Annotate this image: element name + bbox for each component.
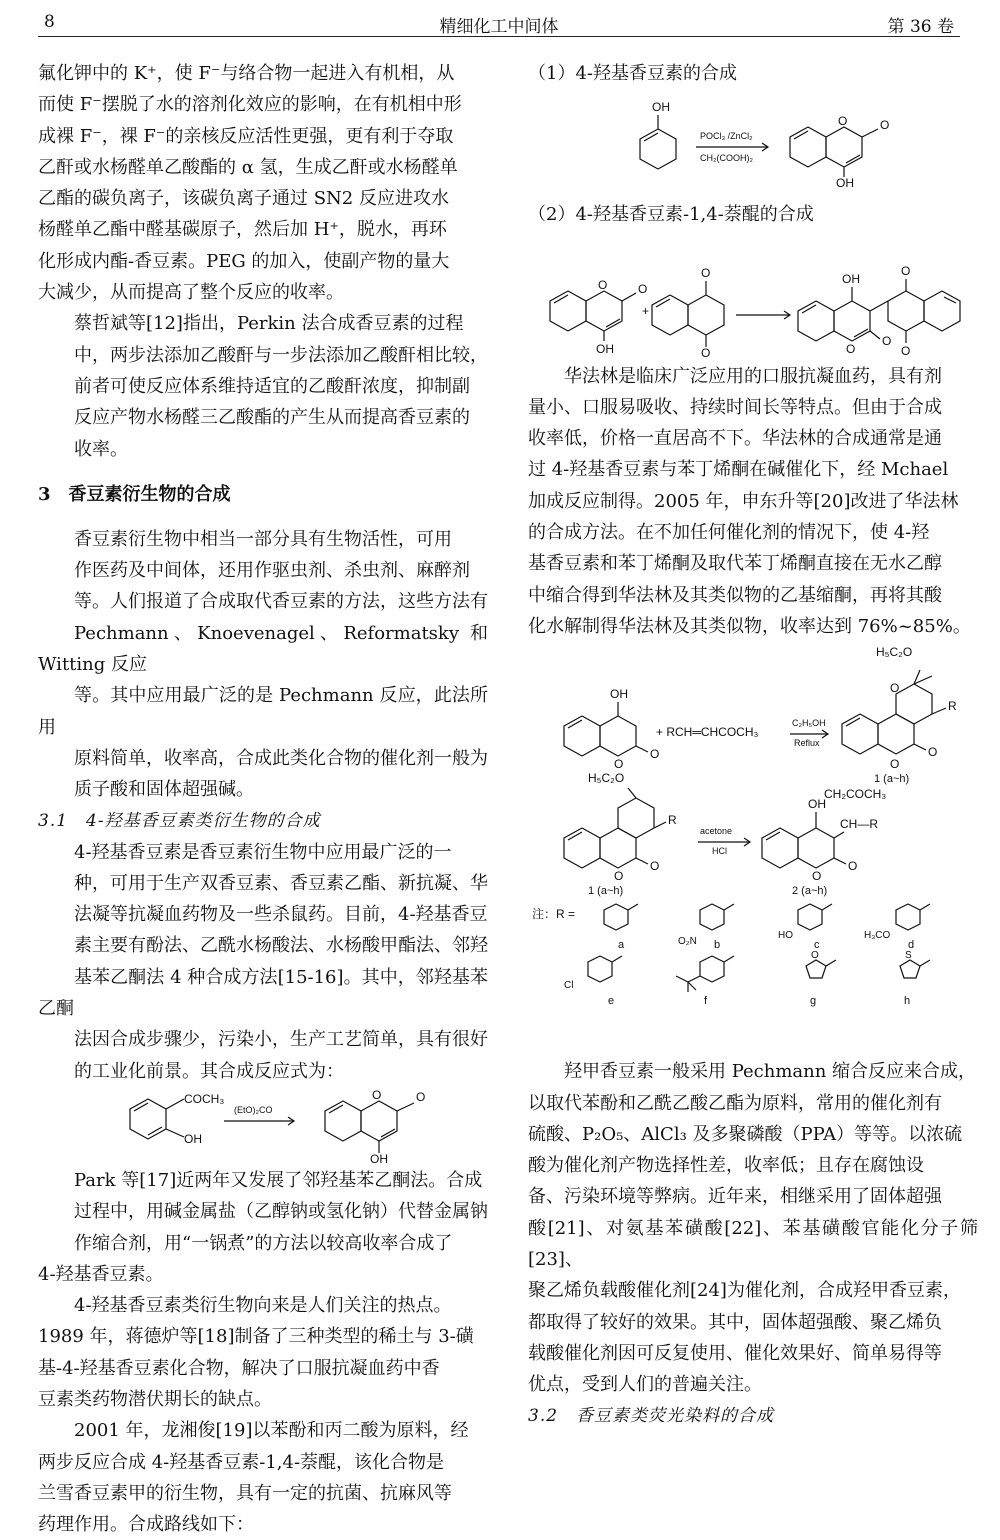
svg-text:OH: OH [596,341,614,356]
svg-text:a: a [618,939,625,952]
svg-text:OH: OH [370,1151,388,1165]
svg-text:OH: OH [836,176,854,190]
svg-text:R: R [948,699,957,714]
svg-text:HCl: HCl [712,846,727,857]
svg-text:O: O [614,757,624,772]
paragraph-warfarin: 华法林是临床广泛应用的口服抗凝血药，具有剂 量小、口服易吸收、持续时间长等特点。但由于合成 收率低，价格一直居高不下。华法林的合成通常是通 过 4-羟基香豆素与苯丁烯酮在碱催化下，经 Mchael 加成反应制得。2005 年，申东升等[20]改进了华法林 的合成方法。在不加任何催化剂的情况下，使 4-羟 基香豆素和苯丁烯酮及取代苯丁烯酮直接在无水乙醇 中缩合得到华法林及其类似物的乙基缩酮，再将其酸 化水解制得华法林及其类似物，收率达到 76%~85%。 [528,365,971,637]
svg-text:OH: OH [652,100,670,115]
svg-text:CH₂(COOH)₂: CH₂(COOH)₂ [700,153,753,164]
svg-text:acetone: acetone [700,826,733,837]
svg-text:O: O [416,1089,426,1104]
paragraph-long: 2001 年，龙湘俊[19]以苯酚和丙二酸为原料，经 两步反应合成 4-羟基香豆素-1,4-萘醌，该化合物是 兰雪香豆素甲的衍生物，具有一定的抗菌、抗麻风等 药理作用。合成路线如下： [38,1420,469,1536]
svg-text:O: O [890,757,900,772]
svg-text:b: b [714,939,721,952]
paragraph-rare-earth: 4-羟基香豆素类衍生物向来是人们关注的热点。 1989 年，蒋德炉等[18]制备了三种类型的稀土与 3-磺 基-4-羟基香豆素化合物，解决了口服抗凝血药中香 豆素类药物潜伏期长的缺点。 [38,1295,474,1410]
svg-text:O₂N: O₂N [678,936,697,948]
svg-text:O: O [812,869,822,884]
svg-text:CH₂COCH₃: CH₂COCH₃ [824,787,887,802]
journal-name: 精细化工中间体 [439,17,559,37]
section-3-heading: 3 香豆素衍生物的合成 [38,483,231,505]
svg-text:注：R =: 注：R = [532,907,576,922]
svg-text:O: O [701,345,711,360]
svg-text:O: O [614,869,624,884]
svg-text:O: O [701,265,711,280]
svg-text:e: e [608,995,615,1008]
page-number: 8 [44,12,55,32]
svg-text:R: R [668,813,677,828]
paragraph-perkin: 蔡哲斌等[12]指出，Perkin 法合成香豆素的过程 中，两步法添加乙酸酐与一步法添加乙酸酐相比较， 前者可使反应体系维持适宜的乙酸酐浓度，抑制副 反应产物水杨醛三乙酸酯的产生从而提高香豆素的 收率。 [74,313,488,460]
svg-text:O: O [598,277,608,292]
page-header [38,8,960,37]
svg-text:OH: OH [808,797,826,812]
svg-text:g: g [810,995,817,1008]
svg-text:C₂H₅OH: C₂H₅OH [792,718,826,729]
svg-text:O: O [880,118,890,133]
svg-text:OH: OH [610,687,628,702]
svg-text:O: O [650,747,660,762]
paragraph-derivatives: 香豆素衍生物中相当一部分具有生物活性，可用 作医药及中间体，还用作驱虫剂、杀虫剂、麻醉剂 等。人们报道了合成取代香豆素的方法，这些方法有 Pechmann、Knoevenagel、Reformatsky 和 Witting 反应 等。其中应用最广泛的是 Pechmann 反应，此法所用 原料简单，收率高，合成此类化合物的催化剂一般为 质子酸和固体超强碱。 [38,528,488,801]
svg-text:CH—R: CH—R [840,817,878,832]
svg-text:POCl₃ /ZnCl₂: POCl₃ /ZnCl₂ [700,131,753,142]
svg-text:O: O [901,263,911,278]
svg-text:O: O [882,333,892,348]
step-1-heading: （1）4-羟基香豆素的合成 [528,63,737,84]
svg-text:O: O [650,859,660,874]
svg-text:H₃CO: H₃CO [864,930,891,942]
paragraph-hydroxycoumarin: 4-羟基香豆素是香豆素衍生物中应用最广泛的一 种，可用于生产双香豆素、香豆素乙酯、新抗凝、华 法凝等抗凝血药物及一些杀鼠药。目前，4-羟基香豆 素主要有酚法、乙酰水杨酸法、水杨酸甲酯法、邻羟 基苯乙酮法 4 种合成方法[15-16]。其中，邻羟基苯乙酮 法因合成步骤少，污染小，生产工艺简单，具有很好 的工业化前景。其合成反应式为： [38,841,488,1082]
step-2-heading: （2）4-羟基香豆素-1,4-萘醌的合成 [528,204,814,226]
scheme-warfarin-synthesis [528,642,978,954]
svg-text:H₅C₂O: H₅C₂O [588,771,625,786]
svg-text:H₅C₂O: H₅C₂O [876,645,913,660]
svg-text:f: f [704,995,708,1008]
svg-text:O: O [901,343,911,358]
svg-text:h: h [904,995,911,1008]
svg-text:O: O [928,745,938,760]
svg-text:O: O [890,681,900,696]
svg-text:O: O [811,950,819,962]
svg-text:S: S [905,950,912,962]
paragraph-hymecromone: 羟甲香豆素一般采用 Pechmann 缩合反应来合成， 以取代苯酚和乙酰乙酸乙酯为原料，常用的催化剂有 硫酸、P₂O₅、AlCl₃ 及多聚磷酸（PPA）等等。以浓硫 酸为催化剂产物选择性差，收率低；且存在腐蚀设 备、污染环境等弊病。近年来，相继采用了固体超强 酸[21]、对氨基苯磺酸[22]、苯基磺酸官能化分子筛[23]、 聚乙烯负载酸催化剂[24]为催化剂，合成羟甲香豆素， 都取得了较好的效果。其中，固体超强酸、聚乙烯负 载酸催化剂因可反复使用、催化效果好、简单易得等 优点，受到人们的普遍关注。 [528,1061,978,1396]
svg-text:+: + [642,303,650,318]
volume-label: 第 36 卷 [887,17,954,37]
left-column [38,58,488,1540]
svg-text:Cl: Cl [564,980,574,992]
svg-text:1 (a~h): 1 (a~h) [588,885,624,898]
scheme-acetophenone-to-hydroxycoumarin [38,1087,488,1165]
scheme-naphthoquinone [528,231,978,361]
paragraph-park: Park 等[17]近两年又发展了邻羟基苯乙酮法。合成 过程中，用碱金属盐（乙醇钠或氢化钠）代替金属钠 作缩合剂，用“一锅煮”的方法以较高收率合成了 4-羟基香豆素。 [38,1169,488,1285]
svg-text:OH: OH [184,1131,202,1146]
svg-text:d: d [908,939,915,952]
svg-text:O: O [638,281,648,296]
scheme-substituents-e-h [528,946,978,1016]
section-3-2-heading: 3.2 香豆素类荧光染料的合成 [528,1405,775,1426]
svg-text:c: c [814,939,820,952]
svg-text:Reflux: Reflux [794,738,820,749]
svg-text:OH: OH [842,271,860,286]
scheme-phenol-to-hydroxycoumarin [528,89,978,189]
svg-text:+ RCH═CHCOCH₃: + RCH═CHCOCH₃ [656,725,759,740]
svg-text:O: O [838,114,848,129]
svg-text:COCH₃: COCH₃ [184,1091,225,1106]
svg-text:(EtO)₂CO: (EtO)₂CO [234,1104,273,1115]
svg-text:O: O [372,1087,382,1102]
svg-text:1 (a~h): 1 (a~h) [874,773,910,786]
svg-text:HO: HO [778,930,793,942]
svg-text:2 (a~h): 2 (a~h) [792,885,828,898]
svg-text:O: O [848,859,858,874]
paragraph-kf: 氟化钾中的 K⁺，使 F⁻与络合物一起进入有机相，从 而使 F⁻摆脱了水的溶剂化效应的影响，在有机相中形 成裸 F⁻，裸 F⁻的亲核反应活性更强，更有利于夺取 乙酐或水杨醛单乙酸酯的 α 氢，生成乙酐或水杨醛单 乙酯的碳负离子，该碳负离子通过 SN2 反应进攻水 杨醛单乙酯中醛基碳原子，然后加 H⁺，脱水，再环 化形成内酯-香豆素。PEG 的加入，使副产物的量大 大减少，从而提高了整个反应的收率。 [38,63,462,304]
svg-text:O: O [846,341,856,356]
right-column [528,58,978,1432]
section-3-1-heading: 3.1 4-羟基香豆素类衍生物的合成 [38,810,321,831]
